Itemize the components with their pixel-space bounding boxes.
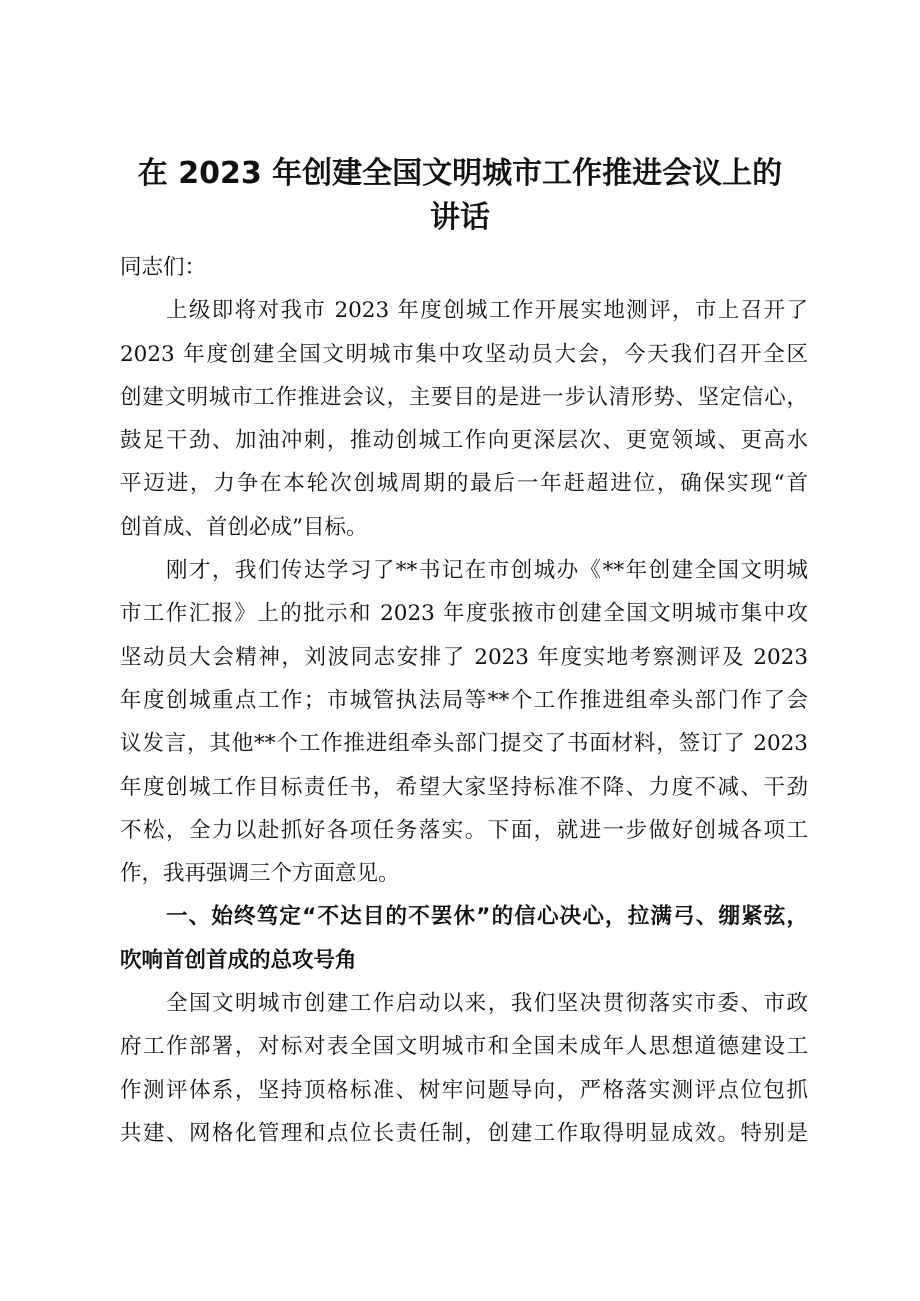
body-line: 平迈进，力争在本轮次创城周期的最后一年赶超进位，确保实现“首: [120, 471, 808, 497]
paragraph: [120, 289, 808, 549]
document-title-line: 讲话: [430, 200, 490, 235]
document-title-line: 在 2023 年创建全国文明城市工作推进会议上的: [137, 156, 783, 191]
body-line: 作测评体系，坚持顶格标准、树牢问题导向，严格落实测评点位包抓: [120, 1077, 808, 1103]
body-line: 共建、网格化管理和点位长责任制，创建工作取得明显成效。特别是: [120, 1120, 808, 1146]
body-line: 2023 年度创建全国文明城市集中攻坚动员大会，今天我们召开全区: [120, 341, 808, 367]
body-line: 刚才，我们传达学习了**书记在市创城办《**年创建全国文明城: [166, 558, 808, 584]
body-line: 作，我再强调三个方面意见。: [120, 861, 400, 887]
paragraph: [120, 982, 808, 1155]
body-line: 全国文明城市创建工作启动以来，我们坚决贯彻落实市委、市政: [166, 991, 808, 1017]
body-line: 创建文明城市工作推进会议，主要目的是进一步认清形势、坚定信心，: [120, 384, 808, 410]
body-line: 年度创城工作目标责任书，希望大家坚持标准不降、力度不减、干劲: [120, 774, 808, 800]
salutation: 同志们：: [120, 255, 207, 280]
section-heading-line: 吹响首创首成的总攻号角: [120, 947, 357, 973]
body-line: 议发言，其他**个工作推进组牵头部门提交了书面材料，签订了 2023: [120, 731, 808, 757]
body-line: 府工作部署，对标对表全国文明城市和全国未成年人思想道德建设工: [120, 1034, 808, 1060]
body-line: 上级即将对我市 2023 年度创城工作开展实地测评，市上召开了: [166, 298, 808, 324]
paragraph: [120, 549, 808, 895]
document-title: [60, 152, 860, 240]
body-line: 鼓足干劲、加油冲刺，推动创城工作向更深层次、更宽领域、更高水: [120, 428, 808, 454]
body-line: 坚动员大会精神，刘波同志安排了 2023 年度实地考察测评及 2023: [120, 644, 808, 670]
section-heading: [120, 895, 808, 982]
document-body: [120, 246, 808, 1155]
body-line: 创首成、首创必成”目标。: [120, 514, 368, 540]
body-line: 年度创城重点工作；市城管执法局等**个工作推进组牵头部门作了会: [120, 687, 808, 713]
section-heading-line: 一、始终笃定“不达目的不罢休”的信心决心，拉满弓、绷紧弦，: [166, 904, 808, 930]
body-line: 市工作汇报》上的批示和 2023 年度张掖市创建全国文明城市集中攻: [120, 601, 808, 627]
body-line: 不松，全力以赴抓好各项任务落实。下面，就进一步做好创城各项工: [120, 817, 808, 843]
